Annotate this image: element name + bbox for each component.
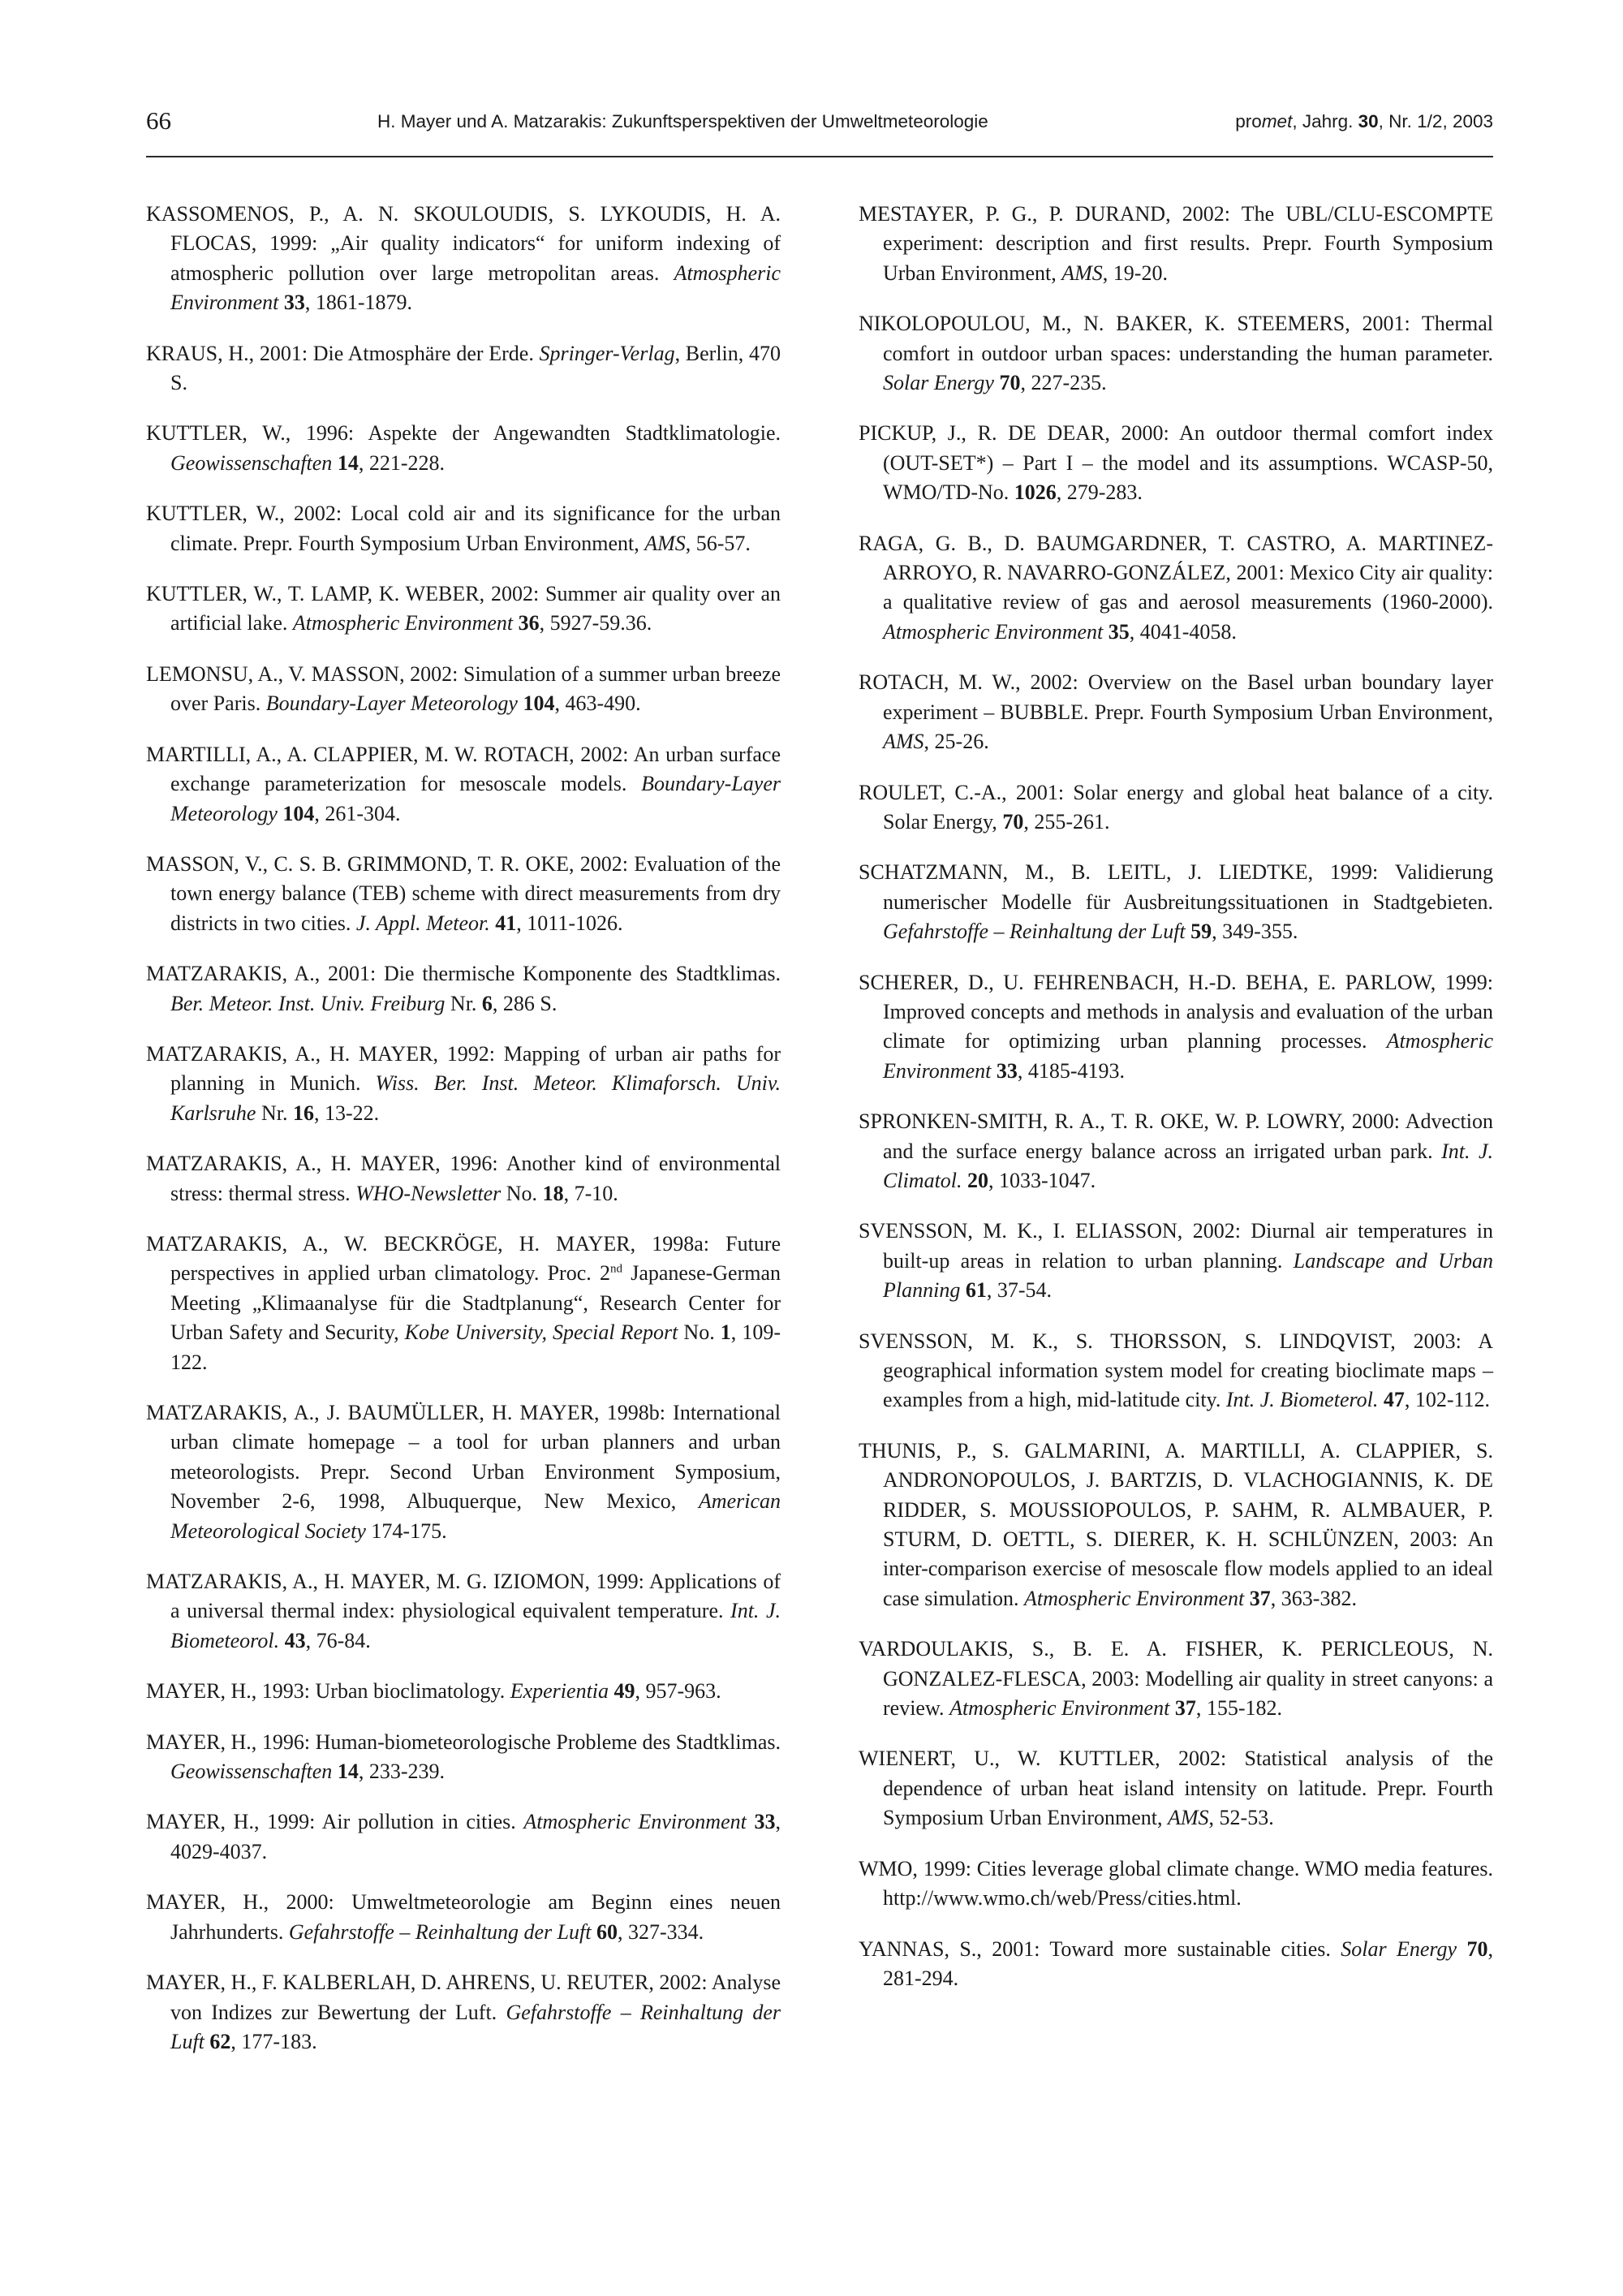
reference-mayer-1996 [146, 1728, 781, 1787]
reference-volume: 6 [481, 991, 493, 1015]
reference-source: AMS [1167, 1806, 1209, 1830]
reference-text: KUTTLER, W., 2002: Local cold air and its significance for the urban climate. Prepr. Fourth Symposium Urban Environment, [146, 502, 781, 555]
reference-text: , 7-10. [563, 1181, 618, 1205]
reference-source: Landscape and Urban Planning [883, 1248, 1493, 1303]
reference-source: AMS [1061, 261, 1103, 285]
reference-volume: 33 [754, 1810, 776, 1834]
reference-schatzmann [859, 858, 1493, 946]
reference-volume: 1 [720, 1320, 731, 1345]
reference-text: , 349-355. [1212, 920, 1298, 944]
reference-source: Wiss. Ber. Inst. Meteor. Klimaforsch. Univ. Karlsruhe [170, 1071, 781, 1125]
reference-text: , Berlin, 470 S. [170, 341, 781, 395]
reference-volume: 70 [1002, 809, 1024, 834]
reference-mayer-1993 [146, 1677, 781, 1706]
reference-text: , 37-54. [986, 1278, 1053, 1303]
reference-source: Geowissenschaften [170, 450, 333, 475]
reference-source: Geowissenschaften [170, 1760, 333, 1784]
reference-volume: 33 [283, 291, 305, 315]
reference-text: , 25-26. [923, 730, 989, 754]
reference-text: LEMONSU, A., V. MASSON, 2002: Simulation of a summer urban breeze over Paris. [146, 661, 781, 716]
reference-text: KUTTLER, W., T. LAMP, K. WEBER, 2002: Summer air quality over an artificial lake. [146, 582, 781, 635]
reference-rotach [859, 668, 1493, 756]
reference-text: THUNIS, P., S. GALMARINI, A. MARTILLI, A. CLAPPIER, S. ANDRONOPOULOS, J. BARTZIS, D. VLACHOGIANNIS, K. DE RIDDER, S. MOUSSIOPOULOS, P. SAHM, R. ALMBAUER, P. STURM, D. OETTL, S. DIERER, K. H. SCHLÜNZEN, 2003: An inter-comparison exercise of mesoscale flow models applied to an ideal case simulation. [859, 1438, 1493, 1610]
reference-svensson-thorsson [859, 1327, 1493, 1415]
reference-source: WHO-Newsletter [355, 1181, 502, 1205]
page-number: 66 [146, 106, 171, 135]
reference-roulet [859, 778, 1493, 838]
reference-text: , 255-261. [1023, 809, 1110, 834]
reference-text: MESTAYER, P. G., P. DURAND, 2002: The UBL/CLU-ESCOMPTE experiment: description and first results. Prepr. Fourth Symposium Urban Environment, [859, 202, 1493, 285]
reference-text: MAYER, H., 1999: Air pollution in cities. [146, 1810, 524, 1834]
reference-source: Atmospheric Environment [883, 1029, 1493, 1083]
reference-text: MATZARAKIS, A., J. BAUMÜLLER, H. MAYER, 1998b: International urban climate homepage – a tool for urban planners and urban meteorologists. Prepr. Second Urban Environment Symposium, November 2-6, 1998, Albuquerque, New Mexico, [146, 1401, 781, 1514]
reference-text: MATZARAKIS, A., H. MAYER, M. G. IZIOMON, 1999: Applications of a universal thermal index: physiological equivalent temperature. [146, 1570, 781, 1623]
reference-volume: 35 [1108, 619, 1130, 644]
reference-volume: 59 [1190, 920, 1212, 944]
reference-raga [859, 529, 1493, 648]
reference-text: , 19-20. [1102, 261, 1168, 285]
reference-source: Gefahrstoffe – Reinhaltung der Luft [883, 920, 1186, 944]
reference-source: Springer-Verlag [539, 341, 675, 365]
reference-text: , 1861-1879. [304, 291, 413, 315]
reference-volume: 62 [209, 2029, 231, 2053]
reference-text: MARTILLI, A., A. CLAPPIER, M. W. ROTACH, 2002: An urban surface exchange parameterization for mesoscale models. [146, 742, 781, 796]
reference-scherer [859, 968, 1493, 1087]
reference-text: , 279-283. [1056, 480, 1143, 505]
reference-text: 174-175. [365, 1518, 447, 1543]
reference-volume: 61 [965, 1278, 987, 1303]
reference-text: , 4185-4193. [1017, 1058, 1126, 1083]
reference-source: Gefahrstoffe – Reinhaltung der Luft [288, 1919, 592, 1944]
reference-volume: 70 [999, 371, 1021, 395]
reference-pickup [859, 419, 1493, 507]
reference-matzarakis-2001 [146, 959, 781, 1019]
reference-volume: 47 [1383, 1388, 1405, 1412]
reference-spronken-smith [859, 1107, 1493, 1195]
reference-matzarakis-mayer-1992 [146, 1040, 781, 1128]
reference-wienert [859, 1744, 1493, 1833]
reference-source: Boundary-Layer Meteorology [170, 772, 781, 825]
journal-citation [1235, 109, 1493, 135]
reference-kraus [146, 339, 781, 398]
references-left-column [146, 200, 781, 2078]
reference-volume: 104 [282, 801, 315, 825]
reference-text: , 261-304. [314, 801, 401, 825]
reference-text [1457, 1937, 1466, 1961]
reference-text: KRAUS, H., 2001: Die Atmosphäre der Erde. [146, 341, 540, 365]
references-right-column [859, 200, 1493, 2014]
reference-mayer-1999 [146, 1807, 781, 1867]
reference-text: WMO, 1999: Cities leverage global climate change. WMO media features. http://www.wmo.ch/web/Press/cities.html. [859, 1856, 1493, 1910]
reference-text: Nr. [445, 991, 482, 1015]
reference-matzarakis-1998a [146, 1230, 781, 1377]
reference-volume: 37 [1174, 1696, 1196, 1721]
reference-source: J. Appl. Meteor. [355, 911, 490, 935]
reference-mestayer [859, 200, 1493, 288]
reference-text: VARDOULAKIS, S., B. E. A. FISHER, K. PERICLEOUS, N. GONZALEZ-FLESCA, 2003: Modelling air quality in street canyons: a review. [859, 1637, 1493, 1721]
reference-source: American Meteorological Society [170, 1489, 781, 1543]
journal-year-label: , Jahrg. [1292, 111, 1358, 131]
reference-volume: 36 [518, 611, 540, 635]
reference-text: , 327-334. [618, 1919, 704, 1944]
reference-text: SCHATZMANN, M., B. LEITL, J. LIEDTKE, 1999: Validierung numerischer Modelle für Ausbreitungssituationen in Stadtgebieten. [859, 860, 1493, 914]
reference-text: YANNAS, S., 2001: Toward more sustainable cities. [859, 1936, 1341, 1961]
reference-text: , 221-228. [358, 450, 445, 475]
reference-text: NIKOLOPOULOU, M., N. BAKER, K. STEEMERS, 2001: Thermal comfort in outdoor urban spaces: understanding the human parameter. [859, 312, 1493, 365]
reference-text: ROULET, C.-A., 2001: Solar energy and global heat balance of a city. Solar Energy, [859, 780, 1493, 834]
reference-text: , 56-57. [685, 531, 751, 555]
reference-source: Int. J. Biometerol. [1225, 1388, 1379, 1412]
reference-volume: 70 [1466, 1936, 1488, 1961]
reference-text: , 1033-1047. [988, 1168, 1096, 1192]
reference-text: , 76-84. [305, 1628, 371, 1652]
reference-source: Solar Energy [1341, 1936, 1457, 1961]
running-header [146, 107, 1493, 135]
reference-kuttler-1996 [146, 419, 781, 478]
reference-kuttler-lamp-weber [146, 579, 781, 639]
reference-yannas [859, 1935, 1493, 1994]
reference-text: , 177-183. [230, 2029, 317, 2053]
reference-source: Atmospheric Environment [1024, 1586, 1245, 1610]
header-rule [146, 156, 1493, 157]
reference-source: Atmospheric Environment [523, 1810, 747, 1834]
reference-text: , 4041-4058. [1129, 619, 1237, 644]
reference-text: MATZARAKIS, A., 2001: Die thermische Komponente des Stadtklimas. [146, 962, 781, 986]
running-title: H. Mayer und A. Matzarakis: Zukunftsperspektiven der Umweltmeteorologie [377, 111, 988, 131]
reference-text: SPRONKEN-SMITH, R. A., T. R. OKE, W. P. LOWRY, 2000: Advection and the surface energy balance across an irrigated urban park. [859, 1109, 1493, 1163]
reference-text: SVENSSON, M. K., S. THORSSON, S. LINDQVIST, 2003: A geographical information system model for creating bioclimate maps – examples from a high, mid-latitude city. [859, 1329, 1493, 1412]
reference-source: Experientia [510, 1679, 609, 1704]
reference-source: Int. J. Biometeorol. [170, 1599, 781, 1652]
reference-mayer-2000 [146, 1888, 781, 1947]
journal-volume: 30 [1358, 111, 1379, 131]
reference-text: KASSOMENOS, P., A. N. SKOULOUDIS, S. LYKOUDIS, H. A. FLOCAS, 1999: „Air quality indicators“ for uniform indexing of atmospheric pollution over large metropolitan areas. [146, 202, 781, 285]
reference-matzarakis-1998b [146, 1398, 781, 1546]
journal-name-prefix: pro [1235, 111, 1262, 131]
reference-text: WIENERT, U., W. KUTTLER, 2002: Statistical analysis of the dependence of urban heat island intensity on latitude. Prepr. Fourth Symposium Urban Environment, [859, 1747, 1493, 1830]
reference-text: , 286 S. [492, 991, 558, 1015]
reference-text: , 233-239. [358, 1760, 445, 1784]
reference-source: Solar Energy [883, 371, 994, 395]
reference-text: MASSON, V., C. S. B. GRIMMOND, T. R. OKE, 2002: Evaluation of the town energy balance (TEB) scheme with direct measurements from dry districts in two cities. [146, 851, 781, 935]
reference-vardoulakis [859, 1635, 1493, 1723]
reference-text: , 102-112. [1404, 1388, 1491, 1412]
reference-volume: 20 [967, 1168, 989, 1192]
reference-kuttler-2002 [146, 499, 781, 558]
reference-source: Int. J. Climatol. [883, 1139, 1493, 1192]
reference-text: No. [501, 1181, 543, 1205]
reference-volume: 16 [292, 1101, 314, 1125]
reference-mayer-2002 [146, 1968, 781, 2057]
reference-text: MATZARAKIS, A., H. MAYER, 1996: Another kind of environmental stress: thermal stress. [146, 1152, 781, 1205]
reference-text: , 363-382. [1270, 1586, 1357, 1610]
reference-volume: 18 [542, 1181, 564, 1205]
reference-text: PICKUP, J., R. DE DEAR, 2000: An outdoor thermal comfort index (OUT-SET*) – Part I – the model and its assumptions. WCASP-50, WMO/TD-No. [859, 421, 1493, 505]
reference-volume: 43 [284, 1628, 306, 1652]
reference-text: MAYER, H., 1996: Human-biometeorologische Probleme des Stadtklimas. [146, 1730, 781, 1754]
reference-volume: 49 [613, 1679, 635, 1704]
reference-thunis [859, 1437, 1493, 1613]
reference-source: Atmospheric Environment [170, 261, 781, 315]
reference-source: AMS [883, 730, 924, 754]
reference-text: RAGA, G. B., D. BAUMGARDNER, T. CASTRO, A. MARTINEZ-ARROYO, R. NAVARRO-GONZÁLEZ, 2001: Mexico City air quality: a qualitative review of gas and aerosol measurements (1960-2000). [859, 531, 1493, 614]
reference-source: Atmospheric Environment [883, 619, 1104, 644]
reference-text: , 227-235. [1020, 371, 1107, 395]
reference-wmo [859, 1854, 1493, 1914]
reference-source: Atmospheric Environment [949, 1696, 1170, 1721]
reference-text: No. [678, 1320, 721, 1345]
reference-matzarakis-mayer-1996 [146, 1149, 781, 1208]
reference-text: MATZARAKIS, A., H. MAYER, 1992: Mapping of urban air paths for planning in Munich. [146, 1041, 781, 1096]
reference-lemonsu [146, 660, 781, 719]
reference-volume: 104 [523, 691, 555, 716]
reference-text: , 281-294. [883, 1936, 1493, 1990]
reference-volume: 1026 [1014, 480, 1057, 505]
reference-text: ROTACH, M. W., 2002: Overview on the Basel urban boundary layer experiment – BUBBLE. Prepr. Fourth Symposium Urban Environment, [859, 670, 1493, 724]
reference-text: MAYER, H., 1993: Urban bioclimatology. [146, 1679, 510, 1704]
reference-source: AMS [644, 531, 686, 555]
reference-source: Gefahrstoffe – Reinhaltung der Luft [170, 2000, 781, 2053]
reference-text: , 5927-59.36. [539, 611, 652, 635]
reference-masson [146, 850, 781, 938]
reference-text: MATZARAKIS, A., W. BECKRÖGE, H. MAYER, 1998a: Future perspectives in applied urban climatology. Proc. 2 [146, 1231, 781, 1286]
reference-nikolopoulou [859, 309, 1493, 398]
reference-text: , 155-182. [1195, 1696, 1282, 1721]
reference-source: Kobe University, Special Report [404, 1320, 678, 1345]
reference-volume: 41 [495, 911, 517, 935]
reference-text [747, 1810, 755, 1833]
reference-text: , 109-122. [170, 1320, 781, 1374]
journal-name-italic: met [1261, 111, 1293, 131]
reference-text: , 463-490. [554, 691, 641, 716]
reference-text: Nr. [256, 1101, 293, 1125]
reference-matzarakis-1999 [146, 1567, 781, 1656]
reference-volume: 33 [996, 1058, 1018, 1083]
reference-volume: 37 [1249, 1586, 1271, 1610]
reference-text: KUTTLER, W., 1996: Aspekte der Angewandten Stadtklimatologie. [146, 421, 781, 446]
reference-superscript: nd [609, 1262, 622, 1276]
journal-issue: , Nr. 1/2, 2003 [1378, 111, 1493, 131]
reference-volume: 60 [596, 1919, 618, 1944]
reference-text: MAYER, H., 2000: Umweltmeteorologie am Beginn eines neuen Jahrhunderts. [146, 1890, 781, 1944]
reference-volume: 14 [337, 1760, 359, 1784]
reference-source: Ber. Meteor. Inst. Univ. Freiburg [170, 991, 446, 1015]
reference-text: Japanese-German Meeting „Klimaanalyse für die Stadtplanung“, Research Center for Urban Safety and Security, [170, 1261, 781, 1345]
reference-text: , 957-963. [635, 1679, 721, 1704]
reference-source: Atmospheric Environment [292, 611, 514, 635]
reference-volume: 14 [337, 450, 359, 475]
reference-svensson-eliasson [859, 1217, 1493, 1305]
reference-text: , 13-22. [313, 1101, 380, 1125]
reference-text: , 1011-1026. [516, 911, 623, 935]
reference-text: SVENSSON, M. K., I. ELIASSON, 2002: Diurnal air temperatures in built-up areas in relation to urban planning. [859, 1219, 1493, 1273]
reference-kassomenos [146, 200, 781, 318]
reference-text: , 4029-4037. [170, 1810, 781, 1863]
reference-martilli [146, 740, 781, 829]
reference-text: SCHERER, D., U. FEHRENBACH, H.-D. BEHA, E. PARLOW, 1999: Improved concepts and methods in analysis and evaluation of the urban climate for optimizing urban planning processes. [859, 970, 1493, 1053]
reference-text: MAYER, H., F. KALBERLAH, D. AHRENS, U. REUTER, 2002: Analyse von Indizes zur Bewertung der Luft. [146, 1971, 781, 2024]
reference-source: Boundary-Layer Meteorology [265, 691, 518, 716]
reference-text: , 52-53. [1208, 1806, 1274, 1830]
